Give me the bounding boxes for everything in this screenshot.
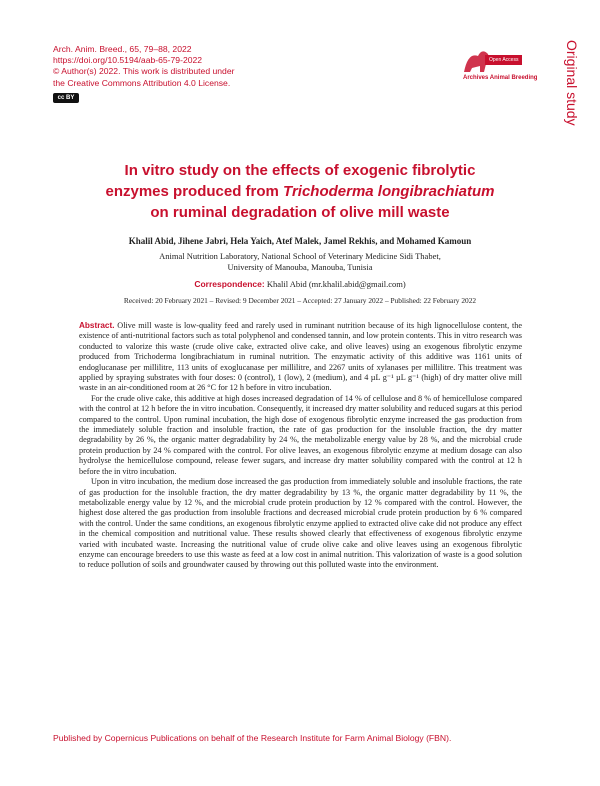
abstract-paragraph-1: Abstract. Olive mill waste is low-quality feed and rarely used in ruminant nutrition because of its high lignocellulose content, the existence of anti-nutritional factors such as total polyphenol and condensed tannin, and low protein contents. This in vitro research was conducted to valorize this waste (crude olive cake, extracted olive cake, and olive leaves) using an exogenous fibrolytic enzyme produced from Trichoderma longibrachiatum in ruminal nutrition. The enzymatic activity of this additive was 1161 units of endoglucanase per millilitre, 113 units of exoglucanase per millilitre, and 2267 units of xylanases per millilitre. This treatment was applied by spraying substrates with four doses: 0 (control), 1 (low), 2 (medium), and 4 µL g⁻¹ µL g⁻¹ (high) of dry matter olive mill waste in an air-conditioned room at 26 °C for 12 h before in vitro incubation. — [79, 321, 522, 393]
abstract-paragraph-3: Upon in vitro incubation, the medium dose increased the gas production from immediately soluble and insoluble fractions, the rate of gas production for the insoluble fraction, the dry matter degradability by 13 %, the organic matter degradability by 11 %, the metabolizable energy value by 12 %, and the microbial crude protein production by 12 % compared with the control. However, the highest dose altered the gas production from insoluble fractions and decreased microbial crude protein production by 6 % compared with the control. Under the same conditions, an exogenous fibrolytic enzyme applied to extracted olive cake did not produce any effect in the chemical composition and nutritional value. These results showed clearly that effectiveness of exogenous fibrolytic enzyme varied with incubated waste. Increasing the nutritional value of crude olive cake and olive leaves using an exogenous fibrolytic enzyme can encourage breeders to use this waste as feed at a low cost in animal nutrition. This valorization of waste is a good solution to reduce pollution of soils and groundwater caused by throwing out this polluted waste into the environment. — [79, 477, 522, 570]
journal-name: Archives Animal Breeding — [463, 75, 538, 81]
doi-link[interactable]: https://doi.org/10.5194/aab-65-79-2022 — [53, 55, 203, 66]
correspondence-email[interactable]: Khalil Abid (mr.khalil.abid@gmail.com) — [266, 279, 406, 289]
cc-license-icon[interactable]: cc BY — [53, 93, 79, 103]
author-list: Khalil Abid, Jihene Jabri, Hela Yaich, Atef Malek, Jamel Rekhis, and Mohamed Kamoun — [128, 236, 472, 246]
citation-line: Arch. Anim. Breed., 65, 79–88, 2022 — [53, 44, 192, 54]
open-access-badge: Open Access — [485, 55, 522, 65]
species-name: Trichoderma longibrachiatum — [283, 183, 495, 200]
publisher-footer: Published by Copernicus Publications on behalf of the Research Institute for Farm Animal Biology (FBN). — [53, 733, 452, 743]
article-title — [60, 160, 540, 223]
correspondence-label: Correspondence: — [194, 279, 265, 289]
title-line-2: enzymes produced from Trichoderma longibrachiatum — [105, 183, 495, 200]
title-line-3: on ruminal degradation of olive mill waste — [150, 204, 450, 221]
abstract-label: Abstract. — [79, 321, 115, 330]
license-line: the Creative Commons Attribution 4.0 License. — [53, 77, 231, 88]
abstract-paragraph-2: For the crude olive cake, this additive at high doses increased degradation of 14 % of cellulose and 8 % of hemicellulose compared with the control at 12 h before the in vitro incubation. Consequently, it increased dry matter solubility and reduced sugars at this period compared to the control. Upon ruminal incubation, the high dose of exogenous fibrolytic enzyme increased the gas production from the immediately soluble fraction and insoluble fraction, the rate of gas production for the insoluble fraction, the dry matter degradability by 26 %, the organic matter degradability by 24 %, the metabolizable energy value by 28 %, and the microbial crude protein production by 24 % compared with the control. For olive leaves, an exogenous fibrolytic enzyme at medium dosage can also hydrolyse the hemicellulose compound, release fewer sugars, and increase dry matter solubility compared with the control at 12 h before the in vitro incubation. — [79, 393, 522, 476]
correspondence — [60, 279, 540, 289]
article-type-label: Original study — [564, 40, 580, 126]
copyright-line: © Author(s) 2022. This work is distributed under — [53, 66, 235, 77]
title-line-1: In vitro study on the effects of exogenic fibrolytic — [124, 162, 476, 179]
affiliation: Animal Nutrition Laboratory, National School of Veterinary Medicine Sidi Thabet, University of Manouba, Manouba, Tunisia — [159, 251, 441, 272]
abstract — [79, 321, 522, 571]
publication-dates: Received: 20 February 2021 – Revised: 9 December 2021 – Accepted: 27 January 2022 – Published: 22 February 2022 — [123, 296, 477, 305]
article-meta — [53, 44, 234, 89]
